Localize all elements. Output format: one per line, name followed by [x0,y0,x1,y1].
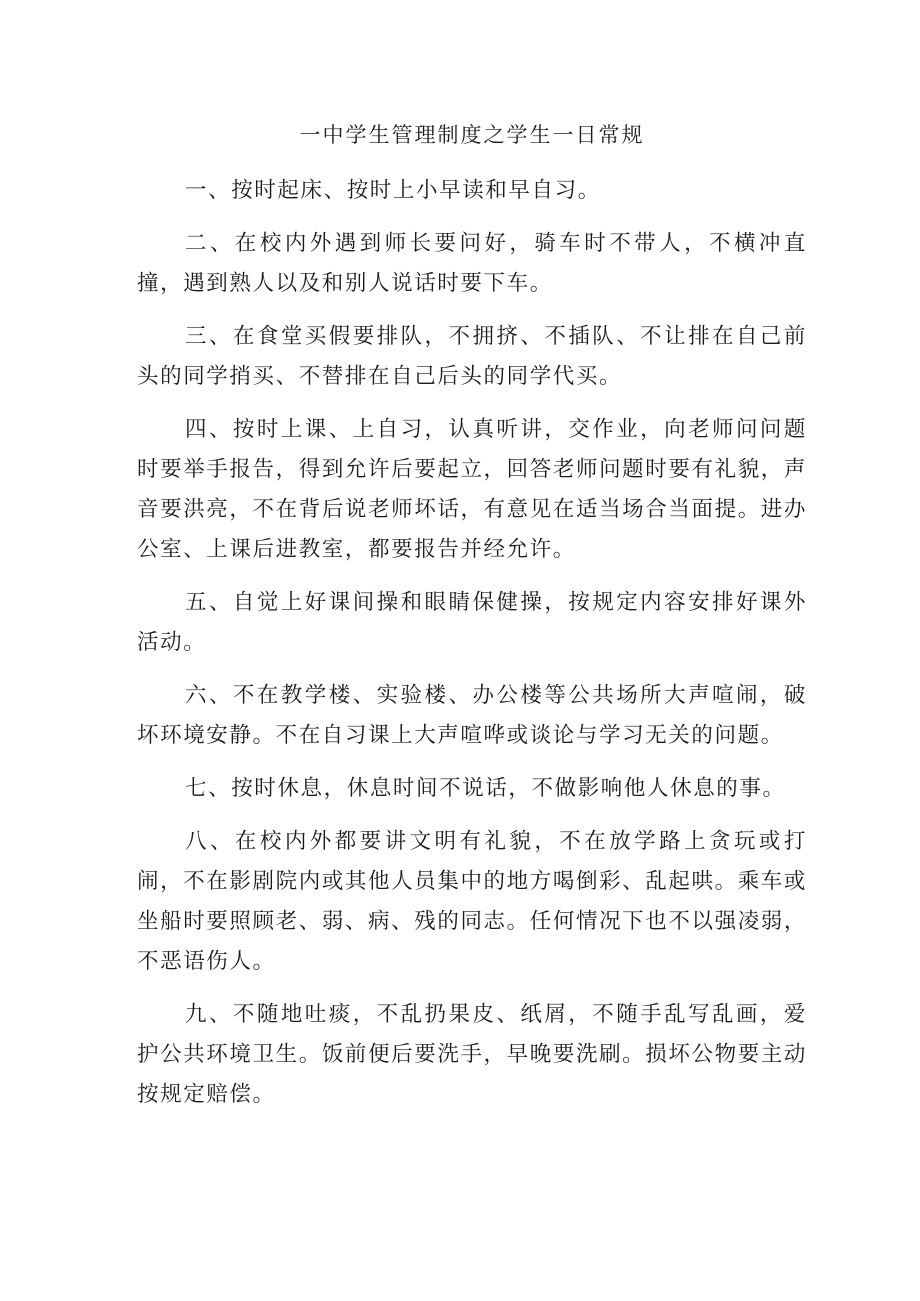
rule-paragraph-6: 六、不在教学楼、实验楼、办公楼等公共场所大声喧闹，破坏环境安静。不在自习课上大声喧哗或谈论与学习无关的问题。 [137,683,807,748]
rule-paragraph-3: 三、在食堂买假要排队，不拥挤、不插队、不让排在自己前头的同学捎买、不替排在自己后头的同学代买。 [137,324,807,389]
rule-paragraph-7: 七、按时休息，休息时间不说话，不做影响他人休息的事。 [185,776,786,801]
rule-paragraph-2: 二、在校内外遇到师长要问好，骑车时不带人，不横冲直撞，遇到熟人以及和别人说话时要下车。 [137,231,807,296]
rule-paragraph-4: 四、按时上课、上自习，认真听讲，交作业，向老师问问题时要举手报告，得到允许后要起立，回答老师问题时要有礼貌，声音要洪亮，不在背后说老师坏话，有意见在适当场合当面提。进办公室、上课后进教室，都要报告并经允许。 [137,417,807,562]
document-page [137,118,807,1128]
rule-paragraph-1: 一、按时起床、按时上小早读和早自习。 [185,178,601,203]
document-title: 一中学生管理制度之学生一日常规 [299,123,645,147]
rule-paragraph-9: 九、不随地吐痰，不乱扔果皮、纸屑，不随手乱写乱画，爱护公共环境卫生。饭前便后要洗手，早晚要洗刷。损坏公物要主动按规定赔偿。 [137,1002,807,1107]
rule-paragraph-8: 八、在校内外都要讲文明有礼貌，不在放学路上贪玩或打闹，不在影剧院内或其他人员集中的地方喝倒彩、乱起哄。乘车或坐船时要照顾老、弱、病、残的同志。任何情况下也不以强凌弱，不恶语伤人。 [137,829,807,974]
rule-paragraph-5: 五、自觉上好课间操和眼睛保健操，按规定内容安排好课外活动。 [137,590,807,655]
